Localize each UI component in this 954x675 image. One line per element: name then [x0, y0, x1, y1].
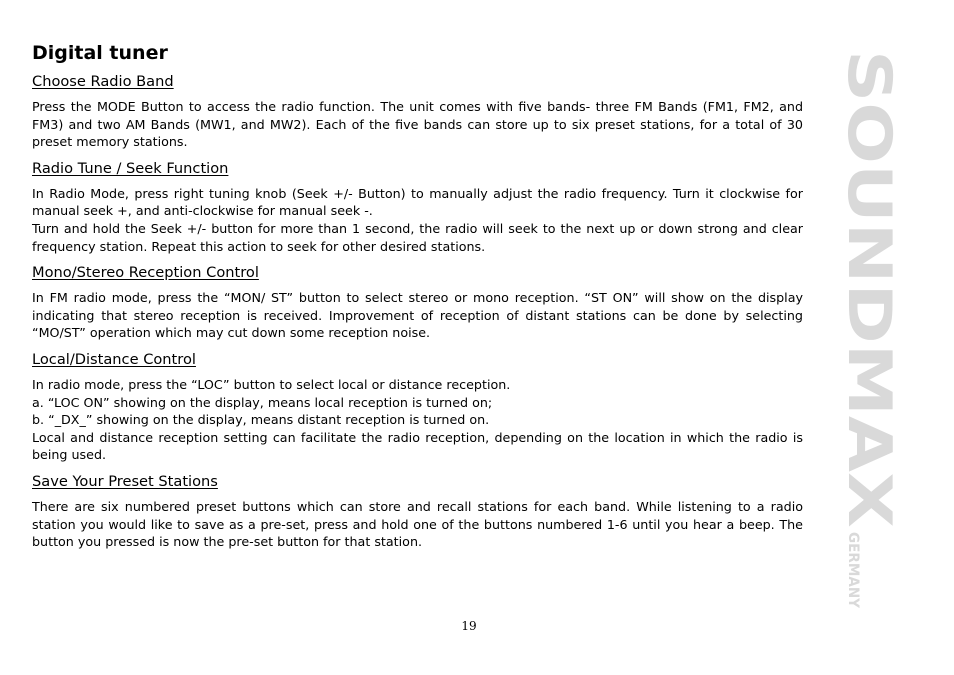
paragraph: Turn and hold the Seek +/- button for more than 1 second, the radio will seek to the next up or down strong and clear frequency station. Repeat this action to seek for other desired stations. [32, 220, 803, 254]
page-number: 19 [461, 619, 477, 633]
paragraph: In FM radio mode, press the “MON/ ST” button to select stereo or mono reception. “ST ON” will show on the display indicating that stereo reception is received. Improvement of reception of distant stations can be done by selecting “MO/ST” operation which may cut down some reception noise. [32, 290, 803, 341]
paragraph: There are six numbered preset buttons which can store and recall stations for each band. While listening to a radio station you would like to save as a pre-set, press and hold one of the buttons numbered 1-6 until you hear a beep. The button you pressed is now the pre-set button for that station. [32, 498, 803, 550]
section-heading: Save Your Preset Stations [32, 472, 218, 490]
paragraph: b. “_DX_” showing on the display, means distant reception is turned on. [32, 412, 490, 428]
page-title: Digital tuner [32, 42, 168, 64]
section-heading: Choose Radio Band [32, 73, 174, 90]
manual-page-content [32, 40, 803, 559]
paragraph: Local and distance reception setting can facilitate the radio reception, depending on the location in which the radio is being used. [32, 429, 803, 463]
paragraph: Press the MODE Button to access the radio function. The unit comes with five bands- three FM Bands (FM1, FM2, and FM3) and two AM Bands (MW1, and MW2). Each of the five bands can store up to six preset stations, for a total of 30 preset memory stations. [32, 99, 803, 150]
paragraph: In radio mode, press the “LOC” button to select local or distance reception. [32, 376, 511, 392]
brand-country: GERMANY [845, 532, 861, 611]
section-radio-tune-seek [32, 159, 803, 255]
section-heading: Mono/Stereo Reception Control [32, 264, 259, 282]
paragraph: In Radio Mode, press right tuning knob (Seek +/- Button) to manually adjust the radio frequency. Turn it clockwise for manual seek +, and anti-clockwise for manual seek -. [32, 185, 803, 219]
section-heading: Radio Tune / Seek Function [32, 159, 229, 177]
brand-wordmark: SOUNDMAX [834, 50, 904, 446]
section-save-presets [32, 472, 803, 551]
section-local-distance [32, 350, 803, 464]
soundmax-logo [834, 50, 913, 611]
section-mono-stereo [32, 263, 803, 342]
section-choose-radio-band [32, 72, 803, 151]
paragraph: a. “LOC ON” showing on the display, means local reception is turned on; [32, 394, 493, 410]
section-heading: Local/Distance Control [32, 350, 196, 368]
